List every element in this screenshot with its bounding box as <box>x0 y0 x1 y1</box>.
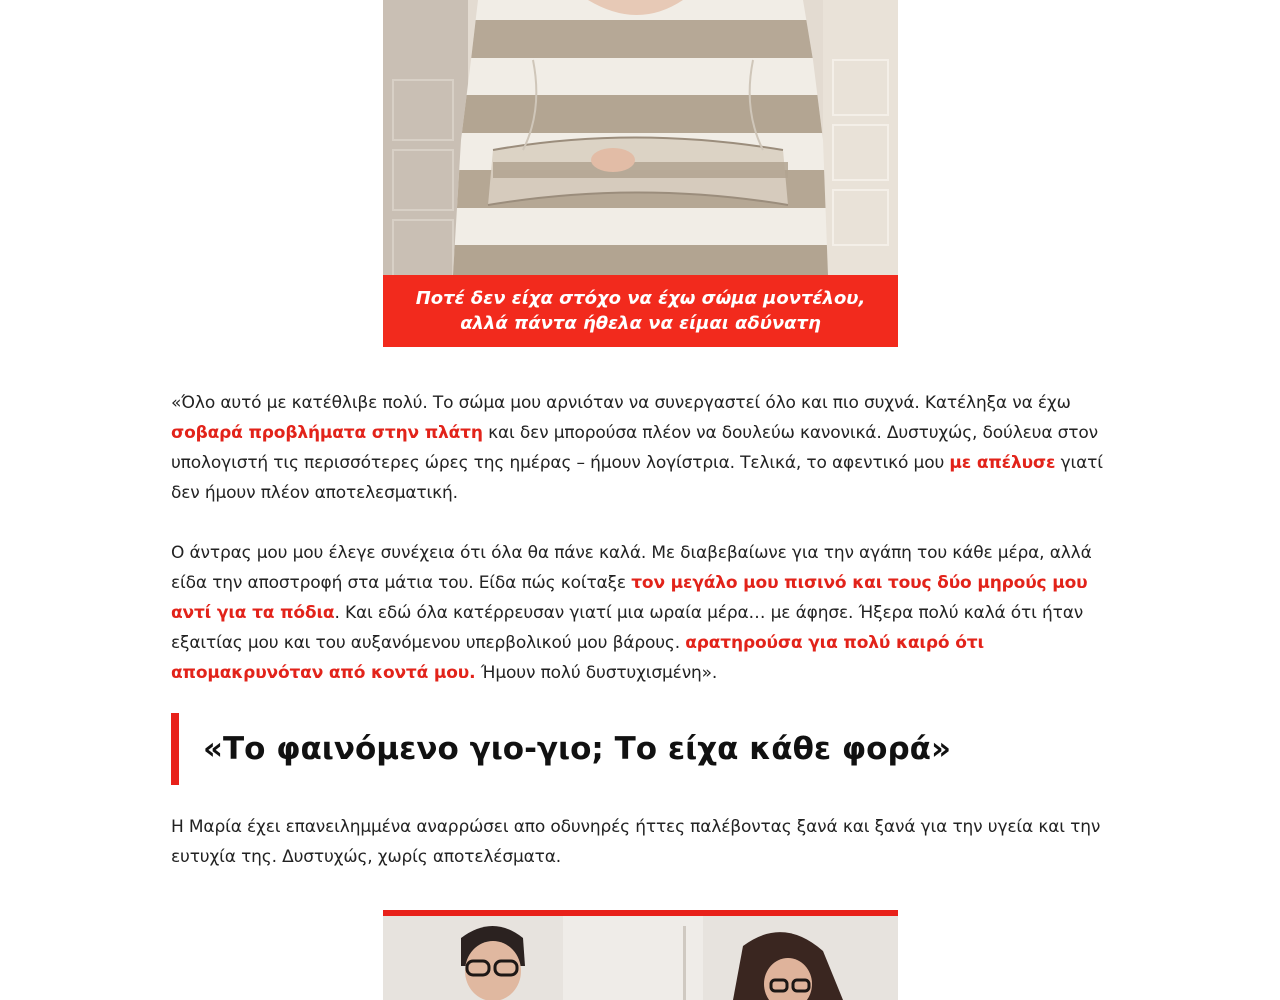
article-photo <box>383 0 898 275</box>
highlighted-text: με απέλυσε <box>949 453 1056 473</box>
paragraph-text: Ο άντρας μου μου έλεγε συνέχεια ότι όλα θα πάνε καλά. Με διαβεβαίωνε για την αγάπη του κάθε μέρα, αλλά είδα την αποστροφή στα μάτια του. Είδα πώς κοίταξε <box>171 543 1092 593</box>
photo-woman-striped-sweater <box>383 0 898 275</box>
paragraph-text: Η Μαρία έχει επανειλημμένα αναρρώσει απο οδυνηρές ήττες παλέβοντας ξανά και ξανά για την υγεία και την ευτυχία της. Δυστυχώς, χωρίς αποτελέσματα. <box>171 817 1101 867</box>
highlighted-text: αρατηρούσα για πολύ καιρό ότι απομακρυνόταν από κοντά μου. <box>171 633 984 683</box>
paragraph-text: Ήμουν πολύ δυστυχισμένη». <box>475 663 718 683</box>
highlighted-text: τον μεγάλο μου πισινό και τους δύο μηρούς μου αντί για τα πόδια <box>171 573 1088 623</box>
article-figure <box>383 0 898 347</box>
article-figure <box>383 910 898 1000</box>
paragraph-text: «Όλο αυτό με κατέθλιβε πολύ. Το σώμα μου αρνιόταν να συνεργαστεί όλο και πιο συχνά. Κατέληξα να έχω <box>171 393 1071 413</box>
section-heading: «Το φαινόμενο γιο-γιο; Το είχα κάθε φορά» <box>171 713 1111 785</box>
article-paragraph <box>171 538 1111 688</box>
paragraph-text: και δεν μπορούσα πλέον να δουλεύω κανονικά. Δυστυχώς, δούλευα στον υπολογιστή τις περισσότερες ώρες της ημέρας – ήμουν λογίστρια. Τελικά, το αφεντικό μου <box>171 423 1098 473</box>
article-paragraph <box>171 812 1111 872</box>
article-paragraph <box>171 388 1111 508</box>
highlighted-text: σοβαρά προβλήματα στην πλάτη <box>171 423 483 443</box>
paragraph-text: . Και εδώ όλα κατέρρευσαν γιατί μια ωραία μέρα… με άφησε. Ήξερα πολύ καλά ότι ήταν εξαιτίας μου και του αυξανόμενου υπερβολικού μου βάρους. <box>171 603 1084 653</box>
photo-two-women <box>383 916 898 1000</box>
article-photo <box>383 910 898 1000</box>
paragraph-text: γιατί δεν ήμουν πλέον αποτελεσματική. <box>171 453 1103 503</box>
figure-caption: Ποτέ δεν είχα στόχο να έχω σώμα μοντέλου, αλλά πάντα ήθελα να είμαι αδύνατη <box>383 275 898 347</box>
